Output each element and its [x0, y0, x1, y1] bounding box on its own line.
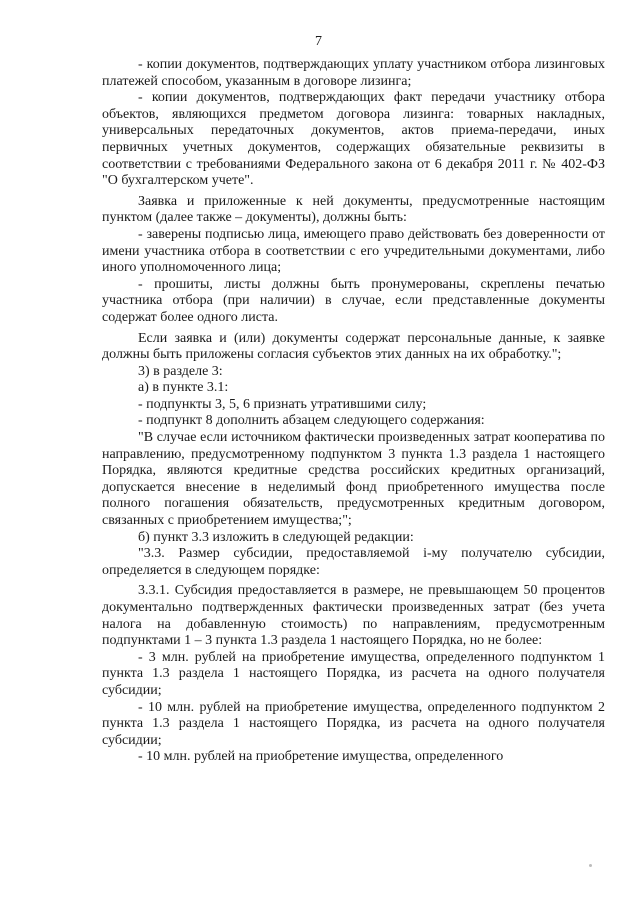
paragraph-item-3-3-revision: б) пункт 3.3 изложить в следующей редакции:: [138, 529, 414, 545]
paragraph-subsidy-3-3-1: 3.3.1. Субсидия предоставляется в размере, не превышающем 50 процентов документально подтвержденных фактически произведенных затрат (без учета налога на добавленную стоимость) по направлениям, предусмотренным подпунктами 1 – 3 пункта 1.3 раздела 1 настоящего Порядка, но не более:: [102, 583, 605, 649]
paragraph-leasing-payments: - копии документов, подтверждающих уплату участником отбора лизинговых платежей способом, указанным в договоре лизинга;: [102, 57, 605, 89]
paragraph-item-3-1: а) в пункте 3.1:: [138, 380, 229, 396]
paragraph-section-3: 3) в разделе 3:: [138, 363, 223, 379]
paragraph-limit-10-mln-second: - 10 млн. рублей на приобретение имущества, определенного: [138, 749, 504, 765]
paragraph-application-requirements: Заявка и приложенные к ней документы, предусмотренные настоящим пунктом (далее также – документы), должны быть:: [102, 193, 605, 226]
scan-artifact-dot: [589, 864, 592, 867]
paragraph-repealed-subitems: - подпункты 3, 5, 6 признать утратившими силу;: [138, 396, 427, 412]
page-number: 7: [315, 34, 322, 49]
paragraph-subsidy-size: "3.3. Размер субсидии, предоставляемой i-му получателю субсидии, определяется в следующем порядке:: [102, 546, 605, 578]
paragraph-binding-requirement: - прошиты, листы должны быть пронумерованы, скреплены печатью участника отбора (при наличии) в случае, если представленные документы содержат более одного листа.: [102, 276, 605, 325]
paragraph-transfer-documents: - копии документов, подтверждающих факт передачи участнику отбора объектов, являющихся предметом договора лизинга: товарных накладных, универсальных передаточных документов, актов приема-передачи, иных первичных учетных документов, содержащих обязательные реквизиты в соответствии с требованиями Федерального закона от 6 декабря 2011 г. № 402-ФЗ "О бухгалтерском учете".: [102, 90, 605, 189]
paragraph-signature-requirement: - заверены подписью лица, имеющего право действовать без доверенности от имени участника отбора в соответствии с его учредительными документами, либо иного уполномоченного лица;: [102, 226, 605, 276]
paragraph-limit-3-mln: - 3 млн. рублей на приобретение имущества, определенного подпунктом 1 пункта 1.3 раздела 1 настоящего Порядка, из расчета на одного получателя субсидии;: [102, 649, 605, 698]
paragraph-personal-data: Если заявка и (или) документы содержат персональные данные, к заявке должны быть приложены согласия субъектов этих данных на их обработку.";: [102, 330, 605, 363]
document-body: [102, 57, 605, 766]
paragraph-subitem-8-addition: - подпункт 8 дополнить абзацем следующего содержания:: [138, 413, 485, 429]
paragraph-credit-funds: "В случае если источником фактически произведенных затрат кооператива по направлению, предусмотренному подпунктом 3 пункта 1.3 раздела 1 настоящего Порядка, являются кредитные средства российских кредитных организаций, допускается внесение в неделимый фонд приобретенного имущества после полного погашения обязательств, предусмотренных кредитным договором, связанных с приобретением имущества;";: [102, 430, 605, 529]
paragraph-limit-10-mln-first: - 10 млн. рублей на приобретение имущества, определенного подпунктом 2 пункта 1.3 раздела 1 настоящего Порядка, из расчета на одного получателя субсидии;: [102, 699, 605, 748]
